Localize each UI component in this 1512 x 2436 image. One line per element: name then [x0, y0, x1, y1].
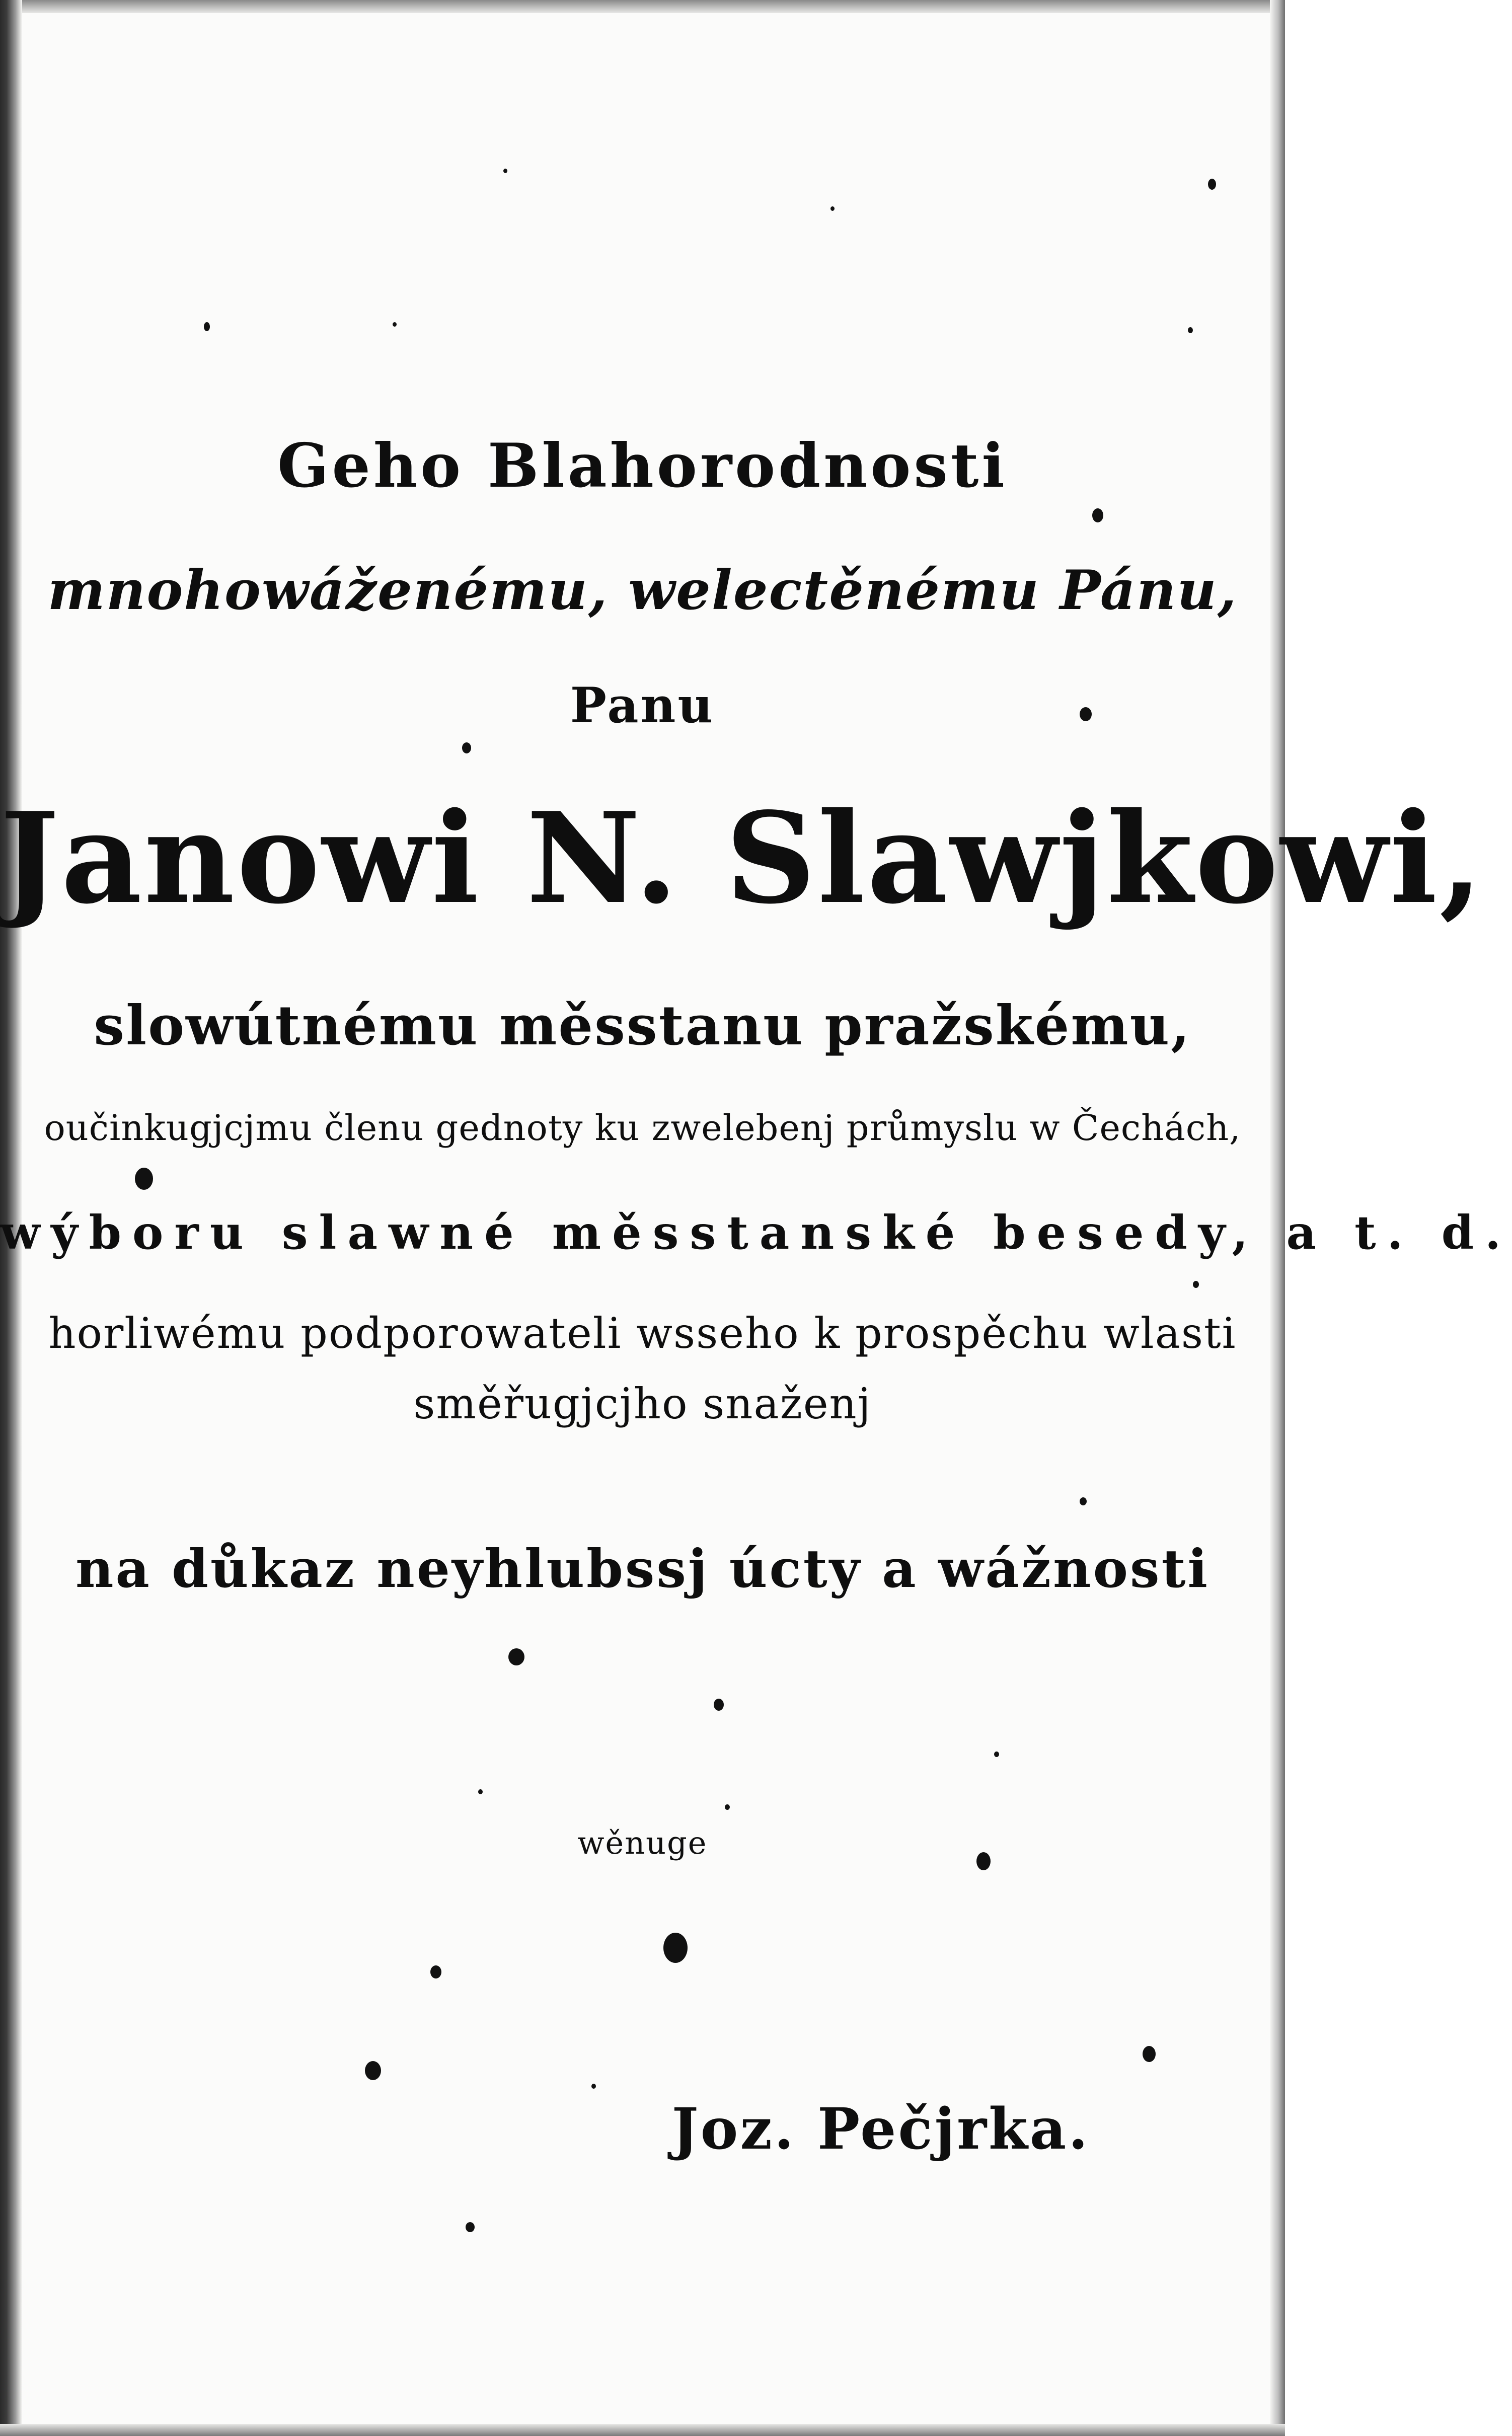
scan-speck [365, 2061, 381, 2080]
scan-speck [1080, 707, 1092, 721]
supporter-line: horliwému podporowateli wsseho k prospěchu wlasti [48, 1309, 1237, 1358]
aim-line: směřugjcjho snaženj [413, 1379, 872, 1428]
scan-speck [430, 1965, 441, 1978]
scan-speck [503, 169, 507, 173]
scan-speck [830, 206, 835, 211]
addressee-title: Panu [570, 677, 715, 734]
scan-speck [663, 1933, 688, 1963]
scan-speck [466, 2222, 475, 2232]
page-top-edge [0, 0, 1285, 13]
scan-speck [462, 742, 471, 753]
scan-speck [591, 2084, 596, 2089]
scan-speck [1208, 179, 1216, 190]
recipient-name: Janowi N. Slawjkowi, [0, 785, 1485, 932]
tribute-line: na důkaz neyhlubssj úcty a wážnosti [75, 1538, 1210, 1600]
scan-speck [714, 1699, 724, 1711]
committee-line: wýboru slawné měsstanské besedy, a t. d. [0, 1205, 1512, 1260]
scan-speck [1193, 1281, 1199, 1288]
dedication-heading: Geho Blahorodnosti [277, 430, 1008, 501]
scan-speck [1188, 327, 1193, 333]
scan-speck [1080, 1497, 1087, 1505]
scan-speck [976, 1852, 991, 1870]
page-bottom-edge [0, 2424, 1285, 2436]
dedicates-line: wěnuge [577, 1824, 708, 1861]
scan-speck [135, 1168, 153, 1190]
scan-speck [204, 322, 210, 331]
scan-speck [994, 1752, 999, 1757]
scan-speck [393, 322, 397, 327]
scan-speck [478, 1789, 483, 1794]
scan-speck [508, 1648, 524, 1665]
scan-speck [1143, 2046, 1156, 2062]
recipient-description: slowútnému měsstanu pražskému, [94, 994, 1191, 1057]
scan-speck [725, 1804, 730, 1810]
honorific-line: mnohowáženému, welectěnému Pánu, [47, 559, 1238, 622]
author-signature: Joz. Pečjrka. [671, 2096, 1090, 2162]
scan-speck [1092, 508, 1103, 522]
membership-line: oučinkugjcjmu členu gednoty ku zwelebenj průmyslu w Čechách, [44, 1107, 1241, 1149]
